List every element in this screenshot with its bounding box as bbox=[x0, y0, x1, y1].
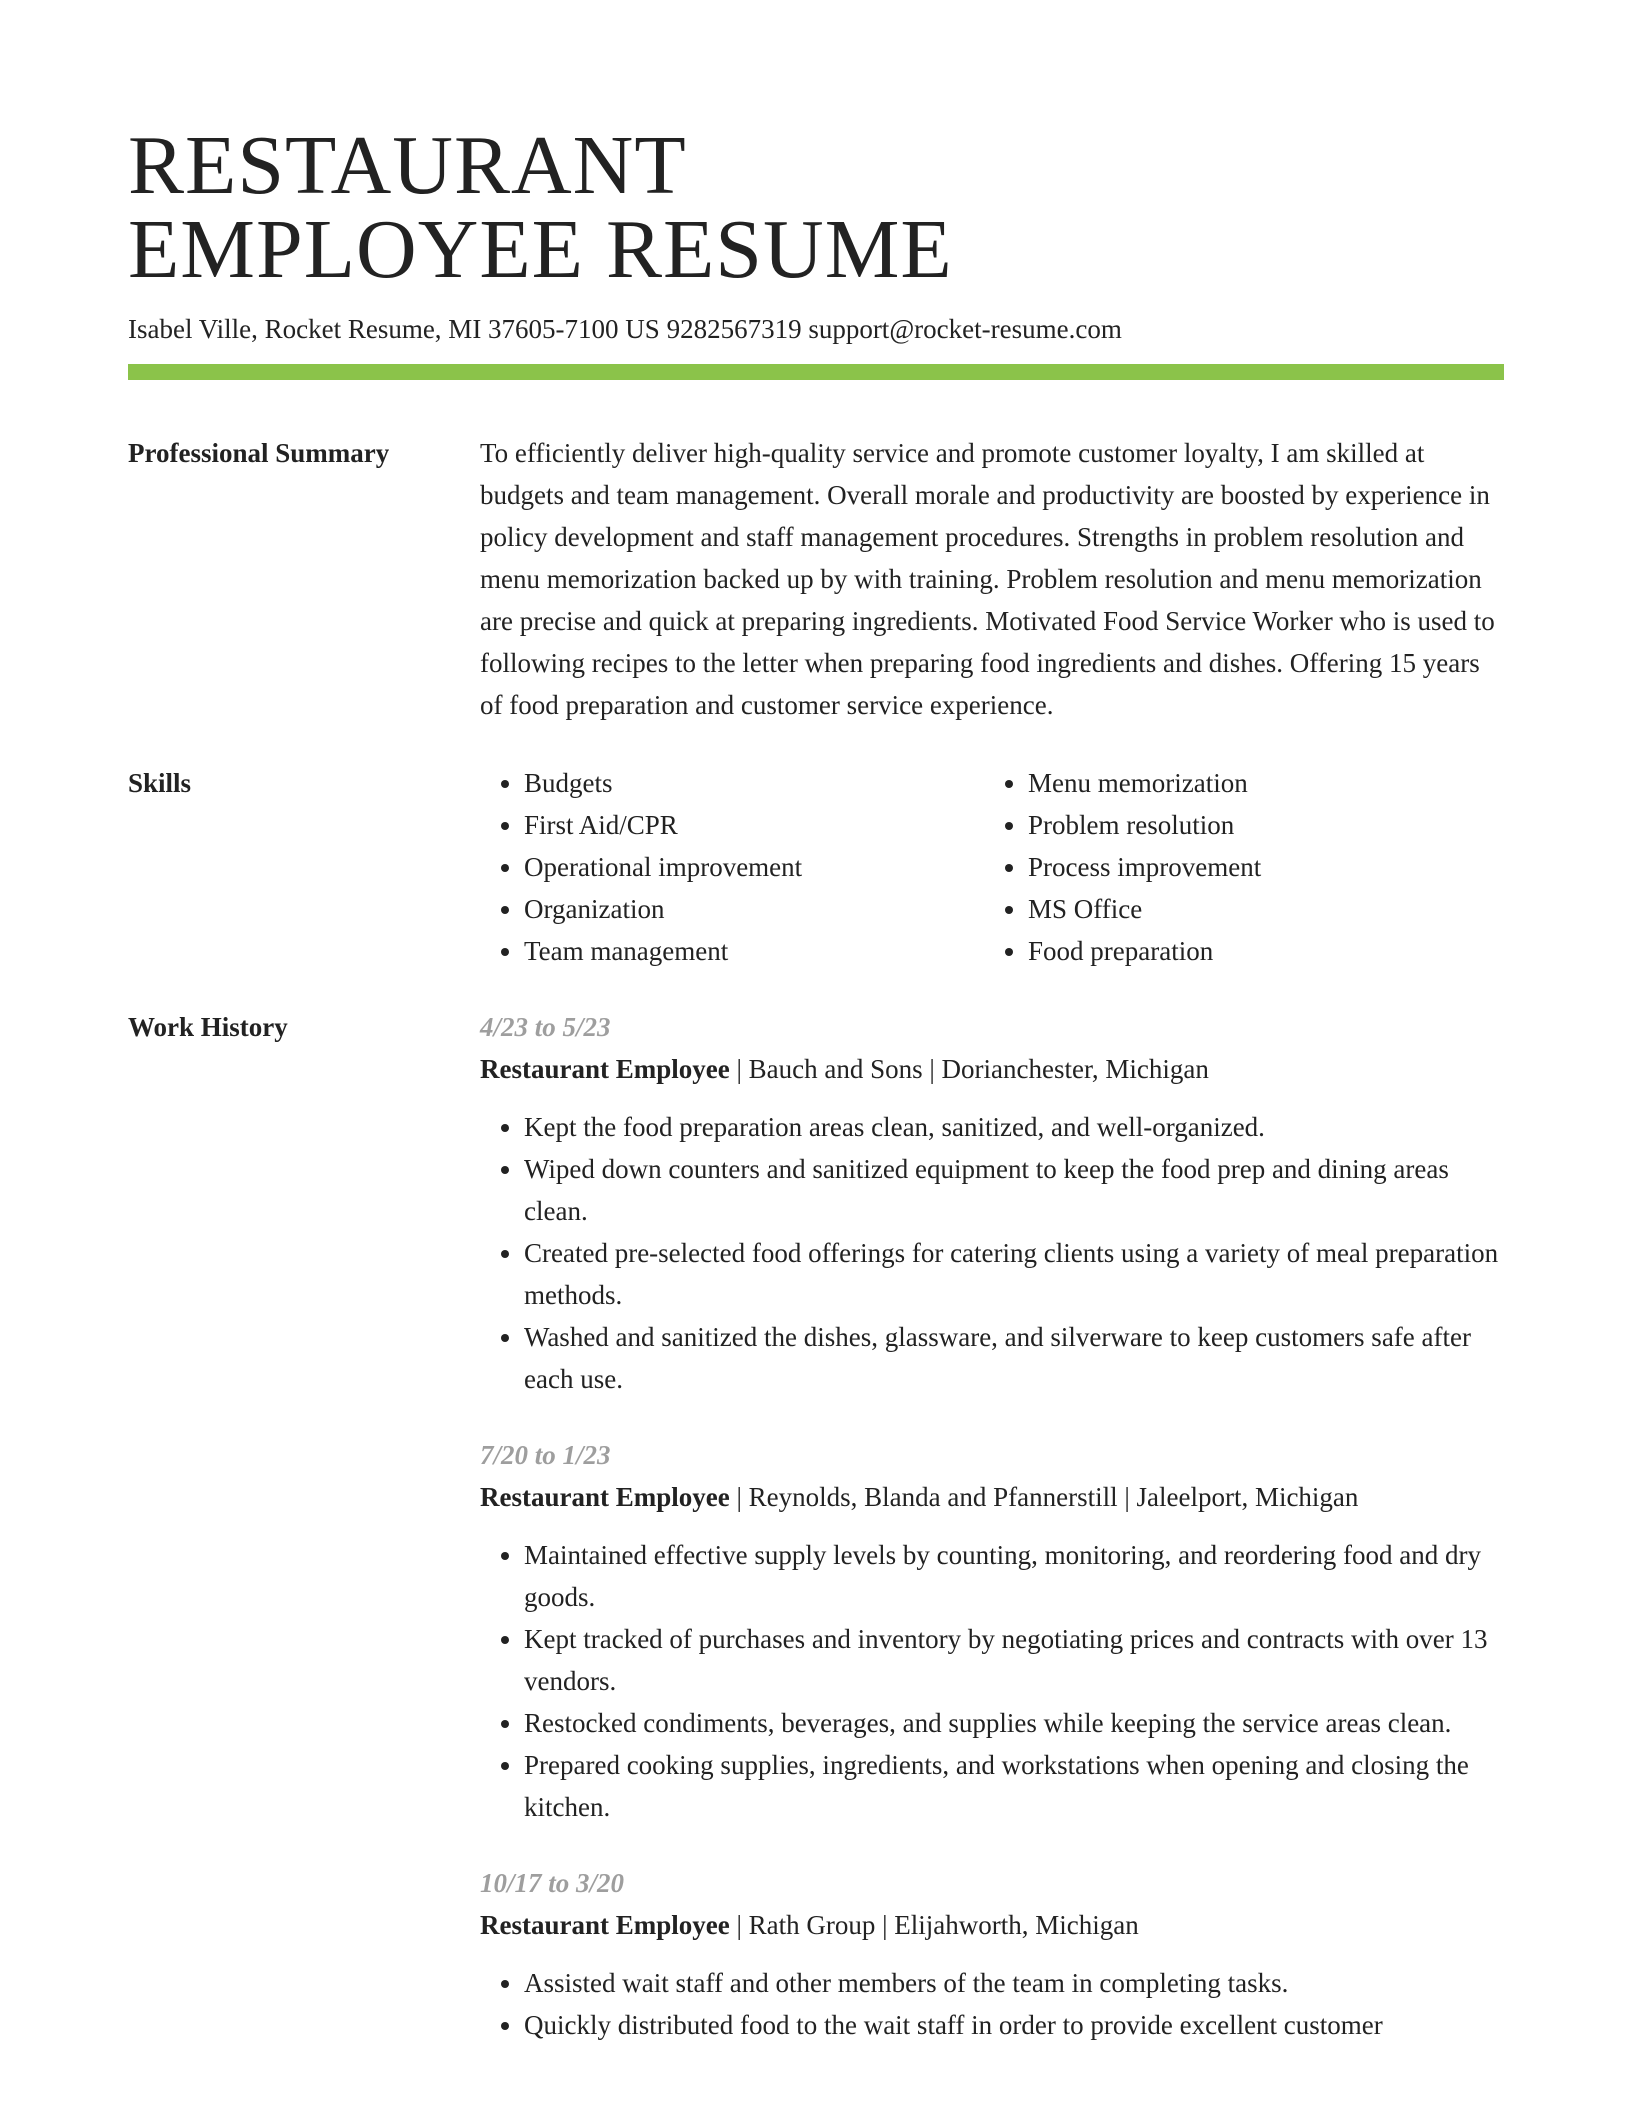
skills-section bbox=[128, 762, 1504, 972]
resume-title bbox=[128, 119, 1504, 296]
job-heading bbox=[480, 1476, 1504, 1518]
job-entry bbox=[480, 1862, 1504, 2046]
skills-label: Skills bbox=[128, 768, 192, 798]
job-heading bbox=[480, 1904, 1504, 1946]
job-date: 4/23 to 5/23 bbox=[480, 1012, 611, 1042]
skills-list-left bbox=[480, 762, 984, 972]
skill-item: • Operational improvement bbox=[524, 846, 984, 888]
summary-label: Professional Summary bbox=[128, 438, 390, 468]
skill-item: • First Aid/CPR bbox=[524, 804, 984, 846]
job-bullet: • Washed and sanitized the dishes, glassware, and silverware to keep customers safe after each use. bbox=[524, 1316, 1504, 1400]
title-line-1: RESTAURANT bbox=[128, 119, 687, 212]
skill-item: • Process improvement bbox=[1028, 846, 1488, 888]
job-bullet: • Wiped down counters and sanitized equipment to keep the food prep and dining areas clean. bbox=[524, 1148, 1504, 1232]
job-heading bbox=[480, 1048, 1504, 1090]
skills-list-right bbox=[984, 762, 1488, 972]
job-title: Restaurant Employee bbox=[480, 1482, 730, 1512]
job-bullets bbox=[480, 1962, 1504, 2046]
summary-text: To efficiently deliver high-quality service and promote customer loyalty, I am skilled at budgets and team management. Overall morale and productivity are boosted by experience in policy development and staff management procedures. Strengths in problem resolution and menu memorization backed up by with training. Problem resolution and menu memorization are precise and quick at preparing ingredients. Motivated Food Service Worker who is used to following recipes to the letter when preparing food ingredients and dishes. Offering 15 years of food preparation and customer service experience. bbox=[480, 438, 1495, 720]
summary-section bbox=[128, 432, 1504, 726]
accent-divider bbox=[128, 364, 1504, 380]
job-title: Restaurant Employee bbox=[480, 1054, 730, 1084]
work-history-label: Work History bbox=[128, 1012, 288, 1042]
job-title: Restaurant Employee bbox=[480, 1910, 730, 1940]
skills-content bbox=[480, 762, 1504, 972]
skill-item: • Team management bbox=[524, 930, 984, 972]
summary-content bbox=[480, 432, 1504, 726]
skill-item: • Food preparation bbox=[1028, 930, 1488, 972]
skill-item: • Organization bbox=[524, 888, 984, 930]
job-details: | Reynolds, Blanda and Pfannerstill | Jaleelport, Michigan bbox=[729, 1482, 1359, 1512]
job-details: | Rath Group | Elijahworth, Michigan bbox=[729, 1910, 1139, 1940]
job-entry bbox=[480, 1006, 1504, 1400]
job-bullet: • Created pre-selected food offerings for catering clients using a variety of meal preparation methods. bbox=[524, 1232, 1504, 1316]
title-line-2: EMPLOYEE RESUME bbox=[128, 203, 953, 296]
job-bullet: • Maintained effective supply levels by counting, monitoring, and reordering food and dry goods. bbox=[524, 1534, 1504, 1618]
job-bullets bbox=[480, 1534, 1504, 1828]
job-bullet: • Assisted wait staff and other members of the team in completing tasks. bbox=[524, 1962, 1504, 2004]
job-bullets bbox=[480, 1106, 1504, 1400]
skill-item: • MS Office bbox=[1028, 888, 1488, 930]
job-bullet: • Kept tracked of purchases and inventory by negotiating prices and contracts with over 13 vendors. bbox=[524, 1618, 1504, 1702]
job-bullet: • Kept the food preparation areas clean, sanitized, and well-organized. bbox=[524, 1106, 1504, 1148]
job-bullet: • Prepared cooking supplies, ingredients, and workstations when opening and closing the kitchen. bbox=[524, 1744, 1504, 1828]
skill-item: • Budgets bbox=[524, 762, 984, 804]
job-date: 10/17 to 3/20 bbox=[480, 1868, 625, 1898]
job-bullet: • Quickly distributed food to the wait staff in order to provide excellent customer bbox=[524, 2004, 1504, 2046]
skill-item: • Problem resolution bbox=[1028, 804, 1488, 846]
job-details: | Bauch and Sons | Dorianchester, Michigan bbox=[729, 1054, 1209, 1084]
job-bullet: • Restocked condiments, beverages, and supplies while keeping the service areas clean. bbox=[524, 1702, 1504, 1744]
contact-info: Isabel Ville, Rocket Resume, MI 37605-7100 US 9282567319 support@rocket-resume.com bbox=[128, 314, 1122, 344]
skill-item: • Menu memorization bbox=[1028, 762, 1488, 804]
work-history-content bbox=[480, 1006, 1504, 2080]
resume-page bbox=[128, 119, 1504, 2080]
work-history-section bbox=[128, 1006, 1504, 2080]
job-date: 7/20 to 1/23 bbox=[480, 1440, 611, 1470]
job-entry bbox=[480, 1434, 1504, 1828]
